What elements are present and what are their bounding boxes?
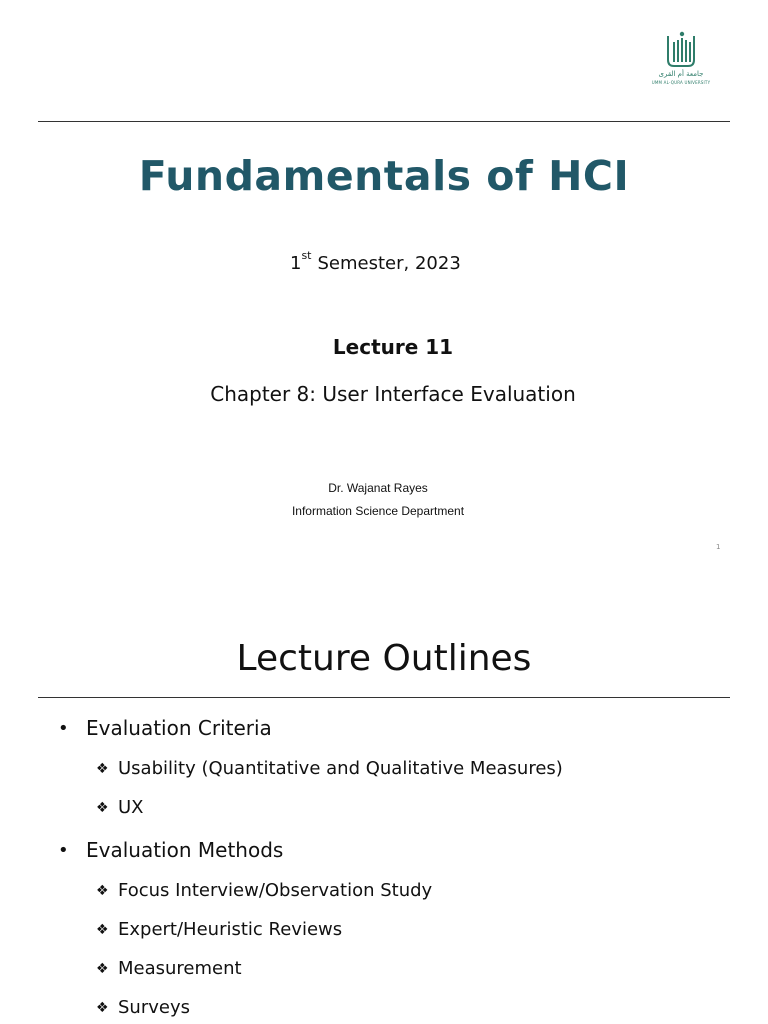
list-item (96, 919, 342, 940)
logo-arabic-text: جامعة أم القرى (658, 70, 704, 78)
chapter-title: Chapter 8: User Interface Evaluation (210, 382, 576, 406)
outline-slide (0, 580, 768, 1024)
list-item-label: Measurement (118, 958, 242, 979)
diamond-bullet-icon: ❖ (96, 999, 109, 1016)
list-item (96, 797, 144, 818)
list-item-label: Expert/Heuristic Reviews (118, 919, 343, 940)
logo-english-text: UMM AL-QURA UNIVERSITY (651, 80, 711, 85)
university-emblem-icon (646, 30, 716, 70)
semester-line (290, 249, 461, 274)
diamond-bullet-icon: ❖ (96, 921, 109, 938)
bullet-icon: • (58, 717, 69, 739)
semester-ordinal: 1 (290, 253, 302, 274)
list-item-label: Focus Interview/Observation Study (118, 880, 433, 901)
diamond-bullet-icon: ❖ (96, 760, 109, 777)
list-item (96, 958, 242, 979)
header-divider (38, 121, 730, 122)
university-logo (646, 30, 716, 88)
section-label: Evaluation Criteria (86, 716, 272, 740)
list-item (96, 758, 563, 779)
list-item-section (58, 716, 272, 740)
diamond-bullet-icon: ❖ (96, 960, 109, 977)
list-item-label: UX (118, 797, 144, 818)
diamond-bullet-icon: ❖ (96, 882, 109, 899)
list-item (96, 880, 432, 901)
diamond-bullet-icon: ❖ (96, 799, 109, 816)
outline-title: Lecture Outlines (236, 638, 532, 679)
slide-title: Fundamentals of HCI (138, 152, 630, 200)
presenter-name: Dr. Wajanat Rayes (328, 481, 428, 495)
list-item-section (58, 838, 283, 862)
list-item-label: Usability (Quantitative and Qualitative Measures) (118, 758, 563, 779)
department-name: Information Science Department (291, 504, 465, 518)
page-number: 1 (716, 543, 721, 551)
semester-text: Semester, 2023 (317, 253, 461, 274)
list-item-label: Surveys (118, 997, 190, 1018)
list-item (96, 997, 190, 1018)
semester-suffix: st (301, 249, 312, 262)
section-label: Evaluation Methods (86, 838, 284, 862)
outline-divider (38, 697, 730, 698)
lecture-number: Lecture 11 (332, 335, 454, 359)
bullet-icon: • (58, 839, 69, 861)
